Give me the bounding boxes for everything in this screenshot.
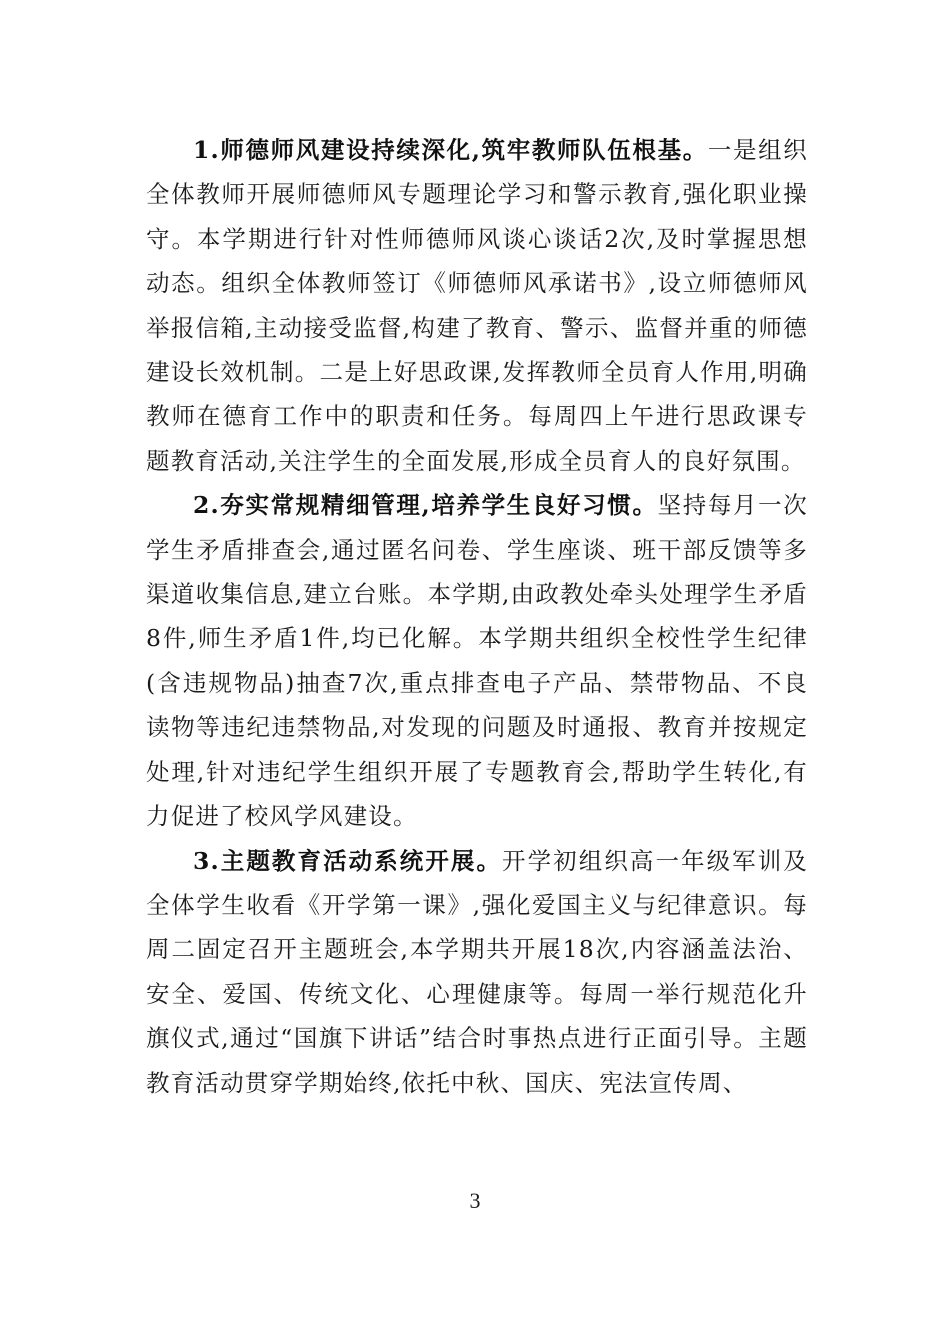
paragraph-text: 坚持每月一次学生矛盾排查会,通过匿名问卷、学生座谈、班干部反馈等多渠道收集信息,建立台账。本学期,由政教处牵头处理学生矛盾8件,师生矛盾1件,均已化解。本学期共组织全校性学生纪律(含违规物品)抽查7次,重点排查电子产品、禁带物品、不良读物等违纪违禁物品,对发现的问题及时通报、教育并按规定处理,针对违纪学生组织开展了专题教育会,帮助学生转化,有力促进了校风学风建设。 bbox=[146, 491, 808, 831]
paragraph-heading: 2.夯实常规精细管理,培养学生良好习惯。 bbox=[193, 491, 658, 520]
document-body bbox=[146, 128, 808, 1105]
page-number: 3 bbox=[469, 1188, 481, 1213]
paragraph-text: 一是组织全体教师开展师德师风专题理论学习和警示教育,强化职业操守。本学期进行针对性师德师风谈心谈话2次,及时掌握思想动态。组织全体教师签订《师德师风承诺书》,设立师德师风举报信箱,主动接受监督,构建了教育、警示、监督并重的师德建设长效机制。二是上好思政课,发挥教师全员育人作用,明确教师在德育工作中的职责和任务。每周四上午进行思政课专题教育活动,关注学生的全面发展,形成全员育人的良好氛围。 bbox=[146, 136, 808, 475]
paragraph-teacher-ethics bbox=[146, 128, 808, 483]
paragraph-heading: 3.主题教育活动系统开展。 bbox=[193, 846, 503, 875]
paragraph-routine-management bbox=[146, 483, 808, 838]
paragraph-heading: 1.师德师风建设持续深化,筑牢教师队伍根基。 bbox=[193, 136, 708, 164]
paragraph-text: 开学初组织高一年级军训及全体学生收看《开学第一课》,强化爱国主义与纪律意识。每周二固定召开主题班会,本学期共开展18次,内容涵盖法治、安全、爱国、传统文化、心理健康等。每周一举行规范化升旗仪式,通过“国旗下讲话”结合时事热点进行正面引导。主题教育活动贯穿学期始终,依托中秋、国庆、宪法宣传周、 bbox=[146, 846, 808, 1097]
paragraph-theme-education bbox=[146, 839, 808, 1105]
